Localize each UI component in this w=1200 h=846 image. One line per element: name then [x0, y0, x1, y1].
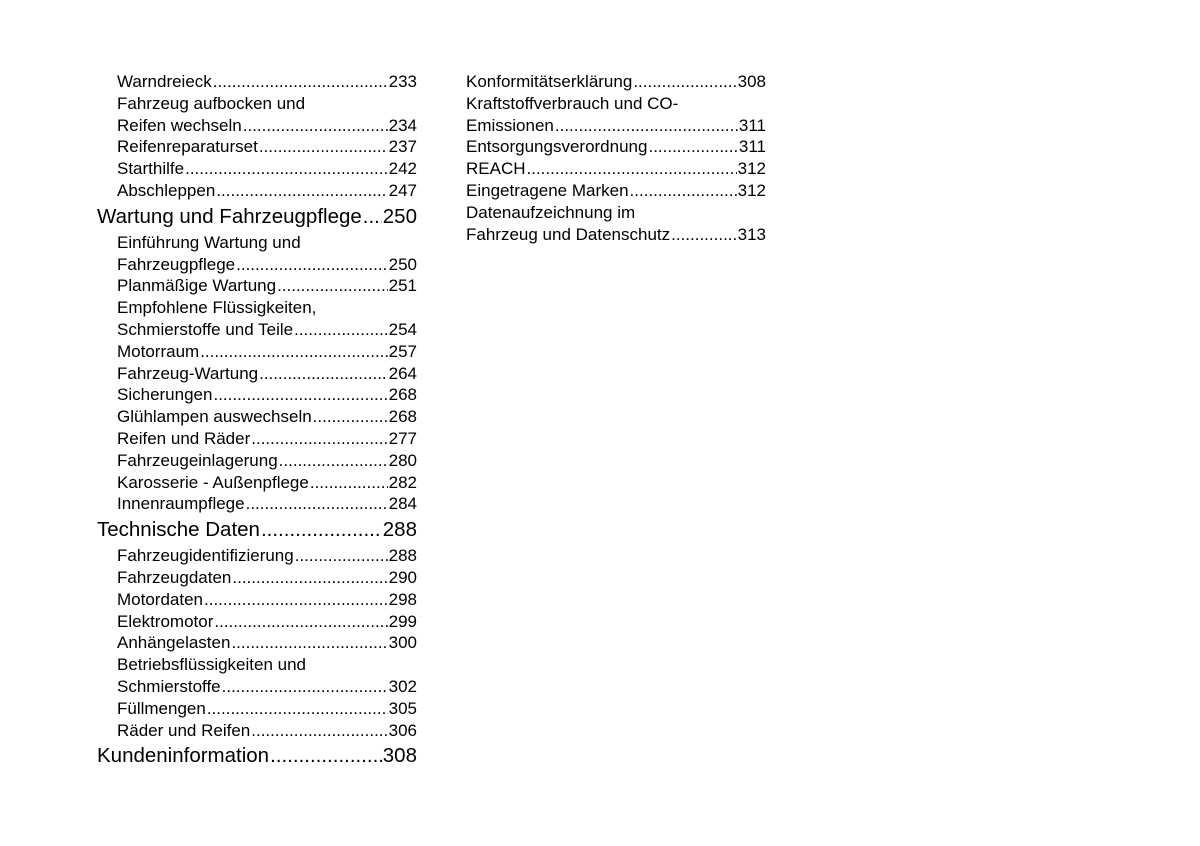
- toc-leader-dots: [243, 115, 388, 137]
- toc-entry: [97, 632, 417, 654]
- toc-entry: [97, 698, 417, 720]
- toc-page-number: 298: [388, 589, 417, 609]
- toc-entry-title: Technische Daten: [97, 518, 260, 542]
- toc-entry-title: Fahrzeugeinlagerung: [117, 450, 278, 470]
- toc-entry-title: Schmierstoffe und Teile: [117, 319, 294, 339]
- toc-entry-title: Eingetragene Marken: [466, 180, 629, 200]
- toc-entry-title: Starthilfe: [117, 159, 185, 179]
- toc-leader-dots: [555, 115, 738, 137]
- toc-leader-dots: [294, 319, 388, 341]
- toc-leader-dots: [261, 517, 382, 543]
- toc-entry: [97, 450, 417, 472]
- toc-entry-title: REACH: [466, 159, 526, 179]
- toc-entry-title: Wartung und Fahrzeugpflege: [97, 204, 362, 228]
- toc-leader-dots: [363, 204, 382, 230]
- toc-leader-dots: [200, 341, 387, 363]
- toc-entry-title: Anhängelasten: [117, 633, 231, 653]
- toc-page-number: 233: [388, 72, 417, 91]
- toc-entry-title: Abschleppen: [117, 180, 216, 200]
- toc-page-number: 284: [388, 494, 417, 514]
- toc-entry: [97, 275, 417, 297]
- toc-entry-title: Fahrzeug und Datenschutz: [466, 224, 671, 244]
- toc-entry: [97, 720, 417, 742]
- toc-entry: [97, 93, 417, 137]
- toc-entry-title: Motordaten: [117, 589, 203, 609]
- toc-page-number: 250: [382, 204, 417, 228]
- toc-page-number: 268: [388, 407, 417, 427]
- toc-page-number: 308: [737, 72, 766, 91]
- toc-entry-title: Kraftstoffverbrauch und CO-: [466, 93, 679, 113]
- toc-leader-dots: [236, 254, 387, 276]
- toc-section-entry: [97, 741, 417, 771]
- toc-page-number: 282: [388, 472, 417, 492]
- toc-page-number: 308: [382, 744, 417, 768]
- toc-entry: [97, 180, 417, 202]
- toc-page-number: 312: [737, 180, 766, 200]
- toc-entry-title: Einführung Wartung und: [117, 232, 301, 252]
- toc-page-number: 250: [388, 254, 417, 274]
- toc-leader-dots: [251, 720, 387, 742]
- toc-leader-dots: [259, 136, 388, 158]
- toc-entry: [97, 297, 417, 341]
- toc-entry: [97, 567, 417, 589]
- toc-entry: [97, 71, 417, 93]
- toc-entry: [97, 611, 417, 633]
- toc-leader-dots: [313, 406, 388, 428]
- toc-section-entry: [97, 515, 417, 545]
- toc-page-number: 280: [388, 450, 417, 470]
- toc-leader-dots: [279, 450, 388, 472]
- toc-page-number: 300: [388, 633, 417, 653]
- toc-leader-dots: [259, 363, 388, 385]
- toc-entry: [466, 71, 766, 93]
- toc-leader-dots: [251, 428, 387, 450]
- toc-leader-dots: [232, 567, 387, 589]
- toc-leader-dots: [246, 493, 388, 515]
- toc-entry: [97, 428, 417, 450]
- toc-page-number: 264: [388, 363, 417, 383]
- toc-leader-dots: [310, 472, 388, 494]
- toc-entry-title: Karosserie - Außenpflege: [117, 472, 309, 492]
- toc-entry-title: Betriebsflüssigkeiten und: [117, 655, 307, 675]
- toc-entry: [97, 545, 417, 567]
- toc-entry-title: Motorraum: [117, 341, 200, 361]
- toc-entry-title: Empfohlene Flüssigkeiten,: [117, 298, 317, 318]
- toc-entry: [466, 202, 766, 246]
- toc-leader-dots: [671, 224, 737, 246]
- toc-entry: [97, 341, 417, 363]
- toc-leader-dots: [214, 611, 387, 633]
- toc-entry-title: Fahrzeugpflege: [117, 254, 236, 274]
- toc-left-column: [97, 71, 417, 771]
- toc-page-number: 268: [388, 385, 417, 405]
- toc-leader-dots: [216, 180, 387, 202]
- toc-entry-title: Warndreieck: [117, 72, 212, 91]
- toc-entry: [97, 654, 417, 698]
- toc-entry-title: Entsorgungsverordnung: [466, 137, 648, 157]
- toc-page-number: 288: [388, 546, 417, 566]
- toc-entry-title: Fahrzeugdaten: [117, 567, 232, 587]
- toc-page-number: 257: [388, 341, 417, 361]
- toc-page-number: 311: [738, 115, 766, 135]
- toc-page-number: 299: [388, 611, 417, 631]
- toc-leader-dots: [231, 632, 387, 654]
- toc-leader-dots: [648, 136, 737, 158]
- toc-entry: [466, 158, 766, 180]
- toc-entry: [97, 472, 417, 494]
- toc-page-number: 313: [737, 224, 766, 244]
- toc-entry-title: Fahrzeugidentifizierung: [117, 546, 294, 566]
- toc-entry: [97, 493, 417, 515]
- toc-entry-title: Reifen und Räder: [117, 428, 251, 448]
- toc-entry-title: Konformitätserklärung: [466, 72, 633, 91]
- toc-leader-dots: [295, 545, 388, 567]
- toc-leader-dots: [633, 71, 736, 93]
- toc-entry: [97, 589, 417, 611]
- toc-entry: [97, 136, 417, 158]
- toc-page-number: 288: [382, 518, 417, 542]
- toc-section-entry: [97, 202, 417, 232]
- toc-entry-title: Emissionen: [466, 115, 554, 135]
- toc-leader-dots: [213, 71, 388, 93]
- toc-page-number: 251: [388, 276, 417, 296]
- toc-entry-title: Elektromotor: [117, 611, 214, 631]
- toc-entry-title: Reifenreparaturset: [117, 137, 258, 157]
- toc-entry: [97, 384, 417, 406]
- toc-page-number: 306: [388, 720, 417, 740]
- toc-leader-dots: [222, 676, 388, 698]
- toc-entry-title: Glühlampen auswechseln: [117, 407, 312, 427]
- toc-leader-dots: [527, 158, 737, 180]
- toc-leader-dots: [630, 180, 737, 202]
- toc-entry: [466, 93, 766, 137]
- toc-leader-dots: [270, 743, 382, 769]
- toc-leader-dots: [204, 589, 388, 611]
- toc-entry: [97, 158, 417, 180]
- toc-entry: [466, 136, 766, 158]
- toc-page-number: 290: [388, 567, 417, 587]
- toc-page-number: 312: [737, 159, 766, 179]
- toc-page-number: 254: [388, 319, 417, 339]
- toc-entry-title: Räder und Reifen: [117, 720, 251, 740]
- toc-page-number: 234: [388, 115, 417, 135]
- toc-entry-title: Füllmengen: [117, 698, 206, 718]
- toc-entry: [466, 180, 766, 202]
- toc-page-number: 305: [388, 698, 417, 718]
- toc-page-number: 242: [388, 159, 417, 179]
- toc-right-column: [466, 71, 766, 245]
- toc-entry: [97, 363, 417, 385]
- toc-page-number: 247: [388, 180, 417, 200]
- toc-entry: [97, 406, 417, 428]
- toc-leader-dots: [185, 158, 388, 180]
- toc-entry-title: Fahrzeug aufbocken und: [117, 93, 306, 113]
- toc-page-number: 311: [738, 137, 766, 157]
- toc-entry-title: Planmäßige Wartung: [117, 276, 277, 296]
- toc-page-number: 302: [388, 676, 417, 696]
- toc-entry: [97, 232, 417, 276]
- toc-page-number: 237: [388, 137, 417, 157]
- toc-entry-title: Sicherungen: [117, 385, 213, 405]
- toc-entry-title: Datenaufzeichnung im: [466, 202, 636, 222]
- toc-entry-title: Reifen wechseln: [117, 115, 242, 135]
- toc-entry-title: Innenraumpflege: [117, 494, 245, 514]
- toc-leader-dots: [277, 275, 388, 297]
- toc-entry-title: Schmierstoffe: [117, 676, 221, 696]
- toc-entry-title: Fahrzeug-Wartung: [117, 363, 259, 383]
- toc-leader-dots: [213, 384, 387, 406]
- toc-page-number: 277: [388, 428, 417, 448]
- toc-entry-title: Kundeninformation: [97, 744, 270, 768]
- toc-leader-dots: [207, 698, 388, 720]
